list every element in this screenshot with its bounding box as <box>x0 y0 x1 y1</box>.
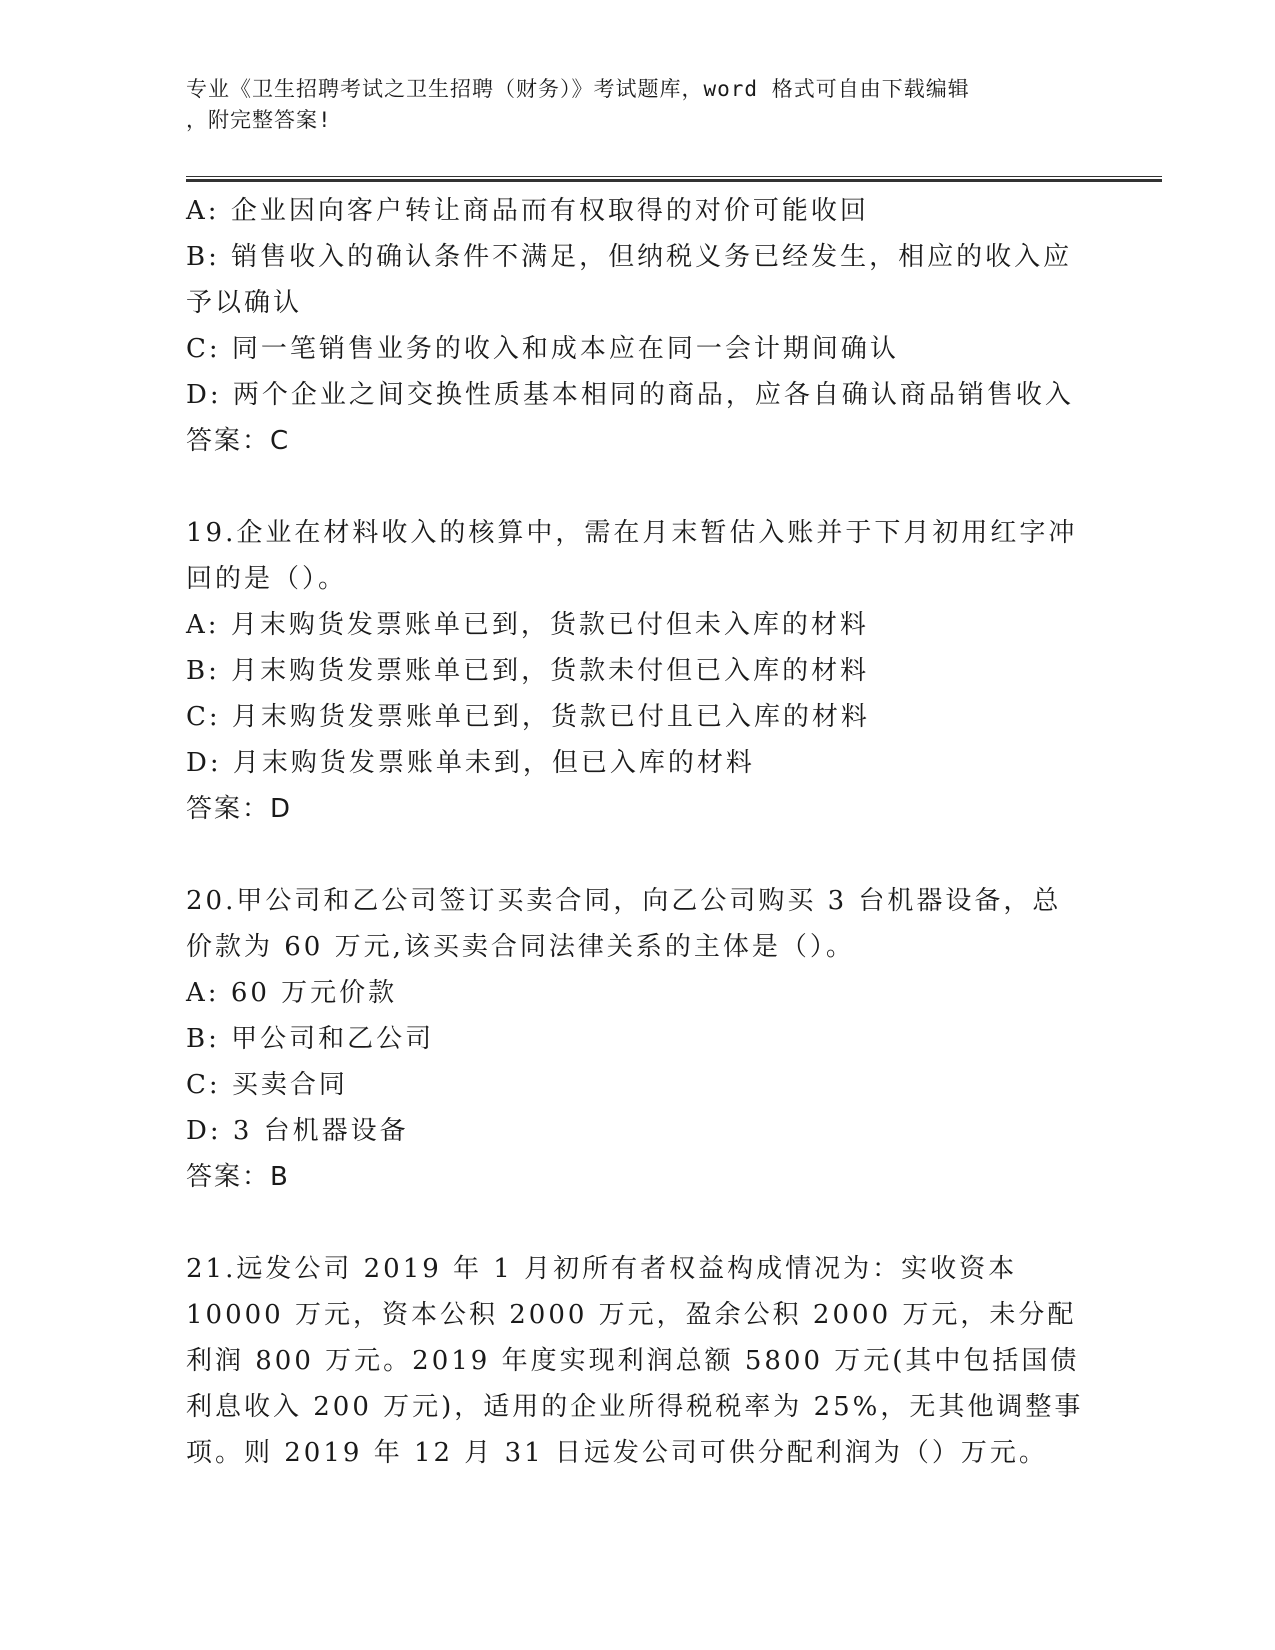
question-19 <box>186 510 1086 832</box>
spacer <box>186 832 1086 878</box>
question-stem: 19.企业在材料收入的核算中，需在月末暂估入账并于下月初用红字冲回的是（）。 <box>186 518 1078 594</box>
option-b: B: 甲公司和乙公司 <box>186 1024 435 1054</box>
question-stem: 21.远发公司 2019 年 1 月初所有者权益构成情况为：实收资本 10000 万元，资本公积 2000 万元，盈余公积 2000 万元，未分配利润 800 万元。2019 年度实现利润总额 5800 万元(其中包括国债利息收入 200 万元)，适用的企业所得税税率为 25%，无其他调整事项。则 2019 年 12 月 31 日远发公司可供分配利润为（）万元。 <box>186 1254 1084 1468</box>
option-a: A: 企业因向客户转让商品而有权取得的对价可能收回 <box>186 196 869 226</box>
option-c: C: 同一笔销售业务的收入和成本应在同一会计期间确认 <box>186 334 899 364</box>
question-stem: 20.甲公司和乙公司签订买卖合同，向乙公司购买 3 台机器设备，总价款为 60 万元,该买卖合同法律关系的主体是（）。 <box>186 886 1062 962</box>
answer: 答案：B <box>186 1162 290 1192</box>
option-d: D: 两个企业之间交换性质基本相同的商品，应各自确认商品销售收入 <box>186 380 1074 410</box>
header-divider <box>186 176 1162 182</box>
document-body <box>186 188 1086 1476</box>
spacer <box>186 464 1086 510</box>
option-a: A: 60 万元价款 <box>186 978 398 1008</box>
option-c: C: 月末购货发票账单已到，货款已付且已入库的材料 <box>186 702 870 732</box>
option-d: D: 3 台机器设备 <box>186 1116 409 1146</box>
header-line-2: ，附完整答案! <box>186 108 332 132</box>
question-18 <box>186 188 1086 464</box>
question-21 <box>186 1246 1086 1476</box>
header-line-1: 专业《卫生招聘考试之卫生招聘（财务）》考试题库，word 格式可自由下载编辑 <box>186 77 970 101</box>
option-b: B: 月末购货发票账单已到，货款未付但已入库的材料 <box>186 656 870 686</box>
option-d: D: 月末购货发票账单未到，但已入库的材料 <box>186 748 755 778</box>
document-header <box>186 74 1066 136</box>
answer: 答案：D <box>186 794 293 824</box>
answer: 答案：C <box>186 426 291 456</box>
option-b: B: 销售收入的确认条件不满足，但纳税义务已经发生，相应的收入应予以确认 <box>186 242 1073 318</box>
option-c: C: 买卖合同 <box>186 1070 348 1100</box>
spacer <box>186 1200 1086 1246</box>
option-a: A: 月末购货发票账单已到，货款已付但未入库的材料 <box>186 610 869 640</box>
question-20 <box>186 878 1086 1200</box>
